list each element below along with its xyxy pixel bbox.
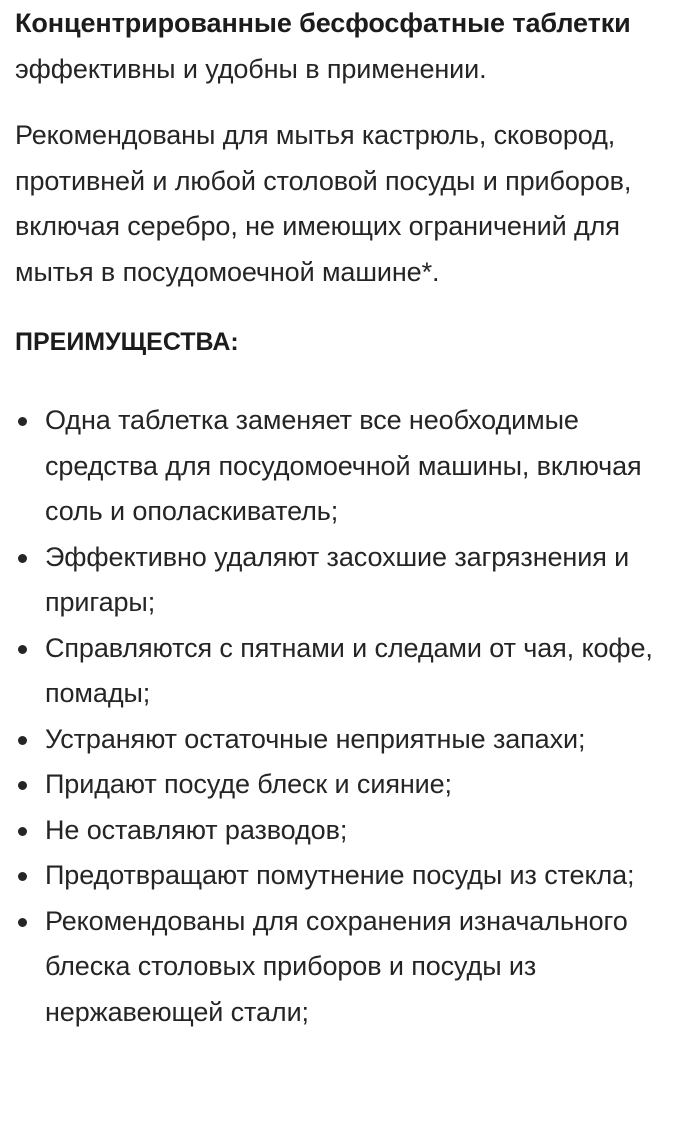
product-description: [15, 0, 675, 1035]
list-item-text: Рекомендованы для сохранения изначального блеска столовых приборов и посуды из нержавеющей стали;: [45, 905, 628, 1027]
bullet-icon: [18, 918, 27, 927]
list-item: [15, 808, 675, 854]
bullet-icon: [18, 872, 27, 881]
list-item-text: Устраняют остаточные неприятные запахи;: [45, 723, 586, 754]
list-item: [15, 626, 675, 717]
list-item-text: Одна таблетка заменяет все необходимые средства для посудомоечной машины, включая соль и ополаскиватель;: [45, 405, 642, 526]
list-item-text: Придают посуде блеск и сияние;: [45, 769, 452, 799]
description-paragraph: Рекомендованы для мытья кастрюль, сковород, противней и любой столовой посуды и приборов, включая серебро, не имеющих ограничений для мытья в посудомоечной машине*.: [15, 120, 632, 287]
advantages-heading: ПРЕИМУЩЕСТВА:: [15, 328, 239, 356]
advantages-list: [15, 398, 675, 1035]
intro-text: эффективны и удобны в применении.: [15, 53, 487, 84]
bullet-icon: [18, 417, 27, 426]
list-item: [15, 535, 675, 626]
list-item: [15, 762, 675, 808]
bullet-icon: [18, 736, 27, 745]
list-item: [15, 899, 675, 1036]
bullet-icon: [18, 827, 27, 836]
list-item: [15, 398, 675, 535]
bullet-icon: [18, 781, 27, 790]
list-item-text: Не оставляют разводов;: [45, 814, 348, 845]
list-item-text: Справляются с пятнами и следами от чая, кофе, помады;: [45, 632, 653, 708]
list-item-text: Предотвращают помутнение посуды из стекла;: [45, 860, 635, 890]
bullet-icon: [18, 554, 27, 563]
list-item-text: Эффективно удаляют засохшие загрязнения и пригары;: [45, 541, 630, 617]
intro-bold-text: Концентрированные бесфосфатные таблетки: [15, 8, 631, 38]
intro-paragraph: [15, 0, 675, 92]
bullet-icon: [18, 645, 27, 654]
list-item: [15, 717, 675, 763]
list-item: [15, 853, 675, 899]
